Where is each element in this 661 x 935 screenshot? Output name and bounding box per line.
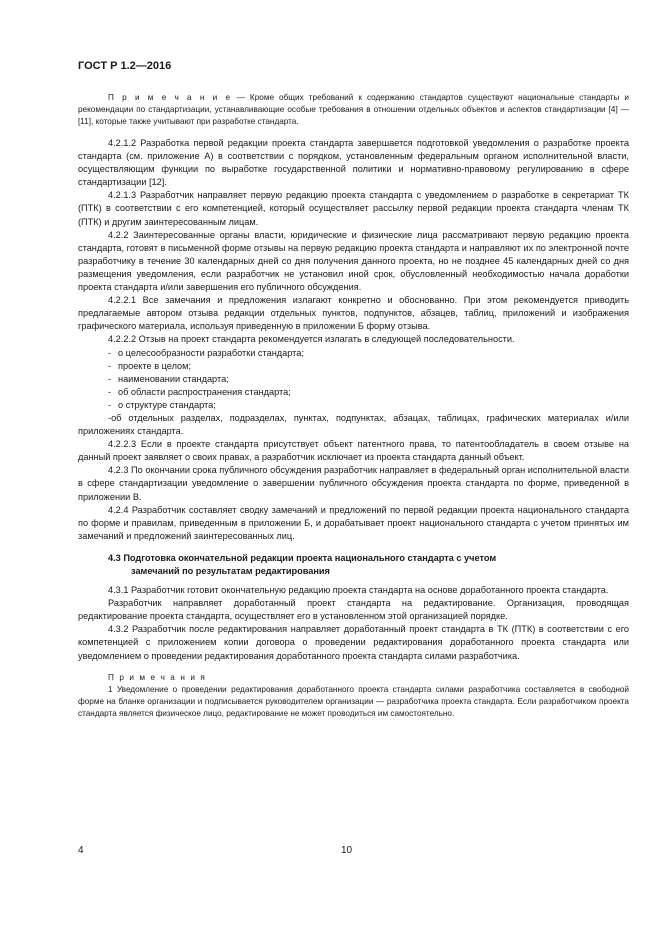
intro-note-text: — Кроме общих требований к содержанию стандартов существуют национальные стандарты и рекомендации по стандартизации, устанавливающие особые требования в отношении отдельных объектов и аспектов стандартизации [4] — [11], которые также учитывают при разработке стандарта. (78, 93, 629, 126)
paragraph-4-2-1-3: 4.2.1.3 Разработчик направляет первую редакцию проекта стандарта с уведомлением о разработке в секретариат ТК (ПТК) в соответствии с его компетенцией, который осуществляет рассылку первой редакции проекта стандарта членам ТК (ПТК) и другим заинтересованным лицам. (78, 190, 629, 227)
list-item: -об отдельных разделах, подразделах, пунктах, подпунктах, абзацах, таблицах, графических материалах и/или приложениях стандарта. (78, 412, 629, 437)
list-item: - наименовании стандарта; (108, 373, 229, 384)
intro-note (78, 92, 629, 128)
paragraph-4-2-2: 4.2.2 Заинтересованные органы власти, юридические и физические лица рассматривают первую редакцию проекта стандарта, готовят в письменной форме отзывы на первую редакцию проекта стандарта и направляют их по электронной почте разработчику в течение 30 календарных дней со дня получения данного проекта, но не позднее 45 календарных дней со дня размещения уведомления, если разработчик не установил иной срок, обусловленный необходимостью начала доработки проекта стандарта и/или завершения его публичного обсуждения. (78, 229, 629, 293)
paragraph-4-2-4: 4.2.4 Разработчик составляет сводку замечаний и предложений по первой редакции проекта национального стандарта по форме и правилам, приведенным в приложении Б, и дорабатывает проект национального стандарта с учетом принятых им замечаний и предложений заинтересованных лиц. (78, 504, 629, 541)
sheet-number: 10 (341, 845, 353, 856)
list-item: - об области распространения стандарта; (108, 386, 291, 397)
note-item-1: 1 Уведомление о проведении редактирования доработанного проекта стандарта силами разработчика составляется в свободной форме на бланке организации и подписывается руководителем организации — разработчика проекта стандарта. Если разработчиком проекта стандарта является физическое лицо, редактирование не может проводиться им самостоятельно. (78, 684, 629, 718)
paragraph-4-3-1-continued: Разработчик направляет доработанный проект стандарта на редактирование. Организация, проводящая редактирование проекта стандарта, осуществляет его в установленном этой организацией порядке. (78, 598, 629, 622)
list-item: - проекте в целом; (108, 360, 192, 371)
page-number: 4 (78, 845, 84, 856)
paragraph-4-2-1-2: 4.2.1.2 Разработка первой редакции проекта стандарта завершается подготовкой уведомления о разработке проекта стандарта (см. приложение А) в соответствии с порядком, установленным федеральным органом исполнительной власти, осуществляющим функции по выработке государственной политики и нормативно-правовому регулированию в сфере стандартизации [12]. (78, 138, 629, 188)
paragraph-4-2-2-3: 4.2.2.3 Если в проекте стандарта присутствует объект патентного права, то патентообладатель в своем отзыве на данный проект заявляет о своих правах, а разработчик исключает из проекта стандарта данный объект. (78, 439, 629, 463)
paragraph-4-3-2: 4.3.2 Разработчик после редактирования направляет доработанный проект стандарта в ТК (ПТК) в соответствии с его компетенцией с приложением копии договора о проведении редактирования доработанного проекта стандарта или уведомлением о проведении редактирования доработанного проекта стандарта силами разработчика. (78, 624, 629, 661)
standard-header: ГОСТ Р 1.2—2016 (78, 60, 172, 72)
section-heading-line1: 4.3 Подготовка окончательной редакции проекта национального стандарта с учетом (108, 552, 497, 563)
review-sequence-list (78, 347, 629, 439)
paragraph-4-3-1: 4.3.1 Разработчик готовит окончательную редакцию проекта стандарта на основе доработанного проекта стандарта. (108, 585, 609, 596)
list-item: - о целесообразности разработки стандарта; (108, 347, 304, 358)
list-item: - о структуре стандарта; (108, 399, 216, 410)
paragraph-4-2-2-2: 4.2.2.2 Отзыв на проект стандарта рекомендуется излагать в следующей последовательности. (108, 334, 515, 345)
paragraph-4-2-3: 4.2.3 По окончании срока публичного обсуждения разработчик направляет в федеральный орган исполнительной власти в сфере стандартизации уведомление о завершении публичного обсуждения проекта стандарта по форме, приведенной в приложении В. (78, 465, 629, 502)
notes-label: П р и м е ч а н и я (108, 672, 207, 682)
section-heading-4-3 (78, 552, 629, 578)
intro-note-label: П р и м е ч а н и е (108, 93, 232, 102)
section-heading-line2: замечаний по результатам редактирования (131, 566, 330, 576)
document-body (78, 92, 629, 720)
paragraph-4-2-2-1: 4.2.2.1 Все замечания и предложения излагают конкретно и обоснованно. При этом рекомендуется приводить предлагаемые автором отзыва редакции отдельных пунктов, подпунктов, абзацев, таблиц, приложений и изображения графического материала, используя приведенную в приложении Б форму отзыва. (78, 295, 629, 332)
